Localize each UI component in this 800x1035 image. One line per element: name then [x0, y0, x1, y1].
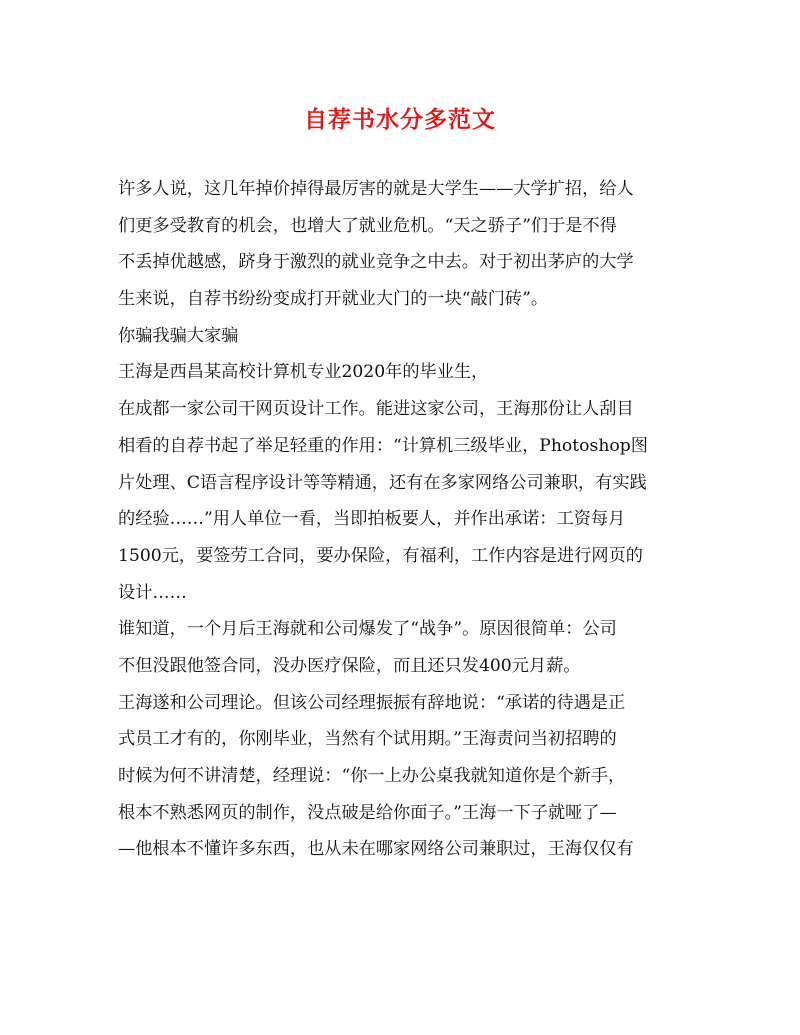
text-line: 根本不熟悉网页的制作，没点破是给你面子。”王海一下子就哑了—	[118, 802, 617, 823]
text-line: 的经验……”用人单位一看，当即拍板要人，并作出承诺：工资每月	[118, 509, 626, 530]
text-line: 片处理、C语言程序设计等等精通，还有在多家网络公司兼职，有实践	[118, 472, 647, 493]
text-line: 1500元，要签劳工合同，要办保险，有福利，工作内容是进行网页的	[118, 545, 643, 566]
text-line: 生来说，自荐书纷纷变成打开就业大门的一块“敲门砖”。	[118, 289, 549, 310]
text-line: 式员工才有的，你刚毕业，当然有个试用期。”王海责问当初招聘的	[118, 729, 617, 750]
document-body	[118, 171, 676, 868]
text-line: 王海是西昌某高校计算机专业2020年的毕业生，	[118, 362, 489, 383]
text-line: 时候为何不讲清楚，经理说：“你一上办公桌我就知道你是个新手，	[118, 766, 626, 786]
text-line: 不丢掉优越感，跻身于激烈的就业竞争之中去。对于初出茅庐的大学	[118, 252, 634, 273]
text-line: 谁知道，一个月后王海就和公司爆发了“战争”。原因很简单：公司	[118, 619, 617, 640]
text-line: 们更多受教育的机会，也增大了就业危机。“天之骄子”们于是不得	[118, 215, 617, 236]
section-heading: 你骗我骗大家骗	[118, 325, 239, 346]
text-line: 在成都一家公司干网页设计工作。能进这家公司，王海那份让人刮目	[118, 399, 634, 420]
text-line: 设计……	[118, 582, 187, 603]
text-line: 许多人说，这几年掉价掉得最厉害的就是大学生——大学扩招，给人	[118, 179, 634, 199]
text-line: 不但没跟他签合同，没办医疗保险，而且还只发400元月薪。	[118, 655, 581, 676]
text-line: 王海遂和公司理论。但该公司经理振振有辞地说：“承诺的待遇是正	[118, 692, 626, 713]
text-line: 相看的自荐书起了举足轻重的作用：“计算机三级毕业，Photoshop图	[118, 435, 648, 456]
text-line: —他根本不懂许多东西，也从未在哪家网络公司兼职过，王海仅仅有	[118, 839, 634, 860]
page-title: 自荐书水分多范文	[304, 106, 496, 133]
